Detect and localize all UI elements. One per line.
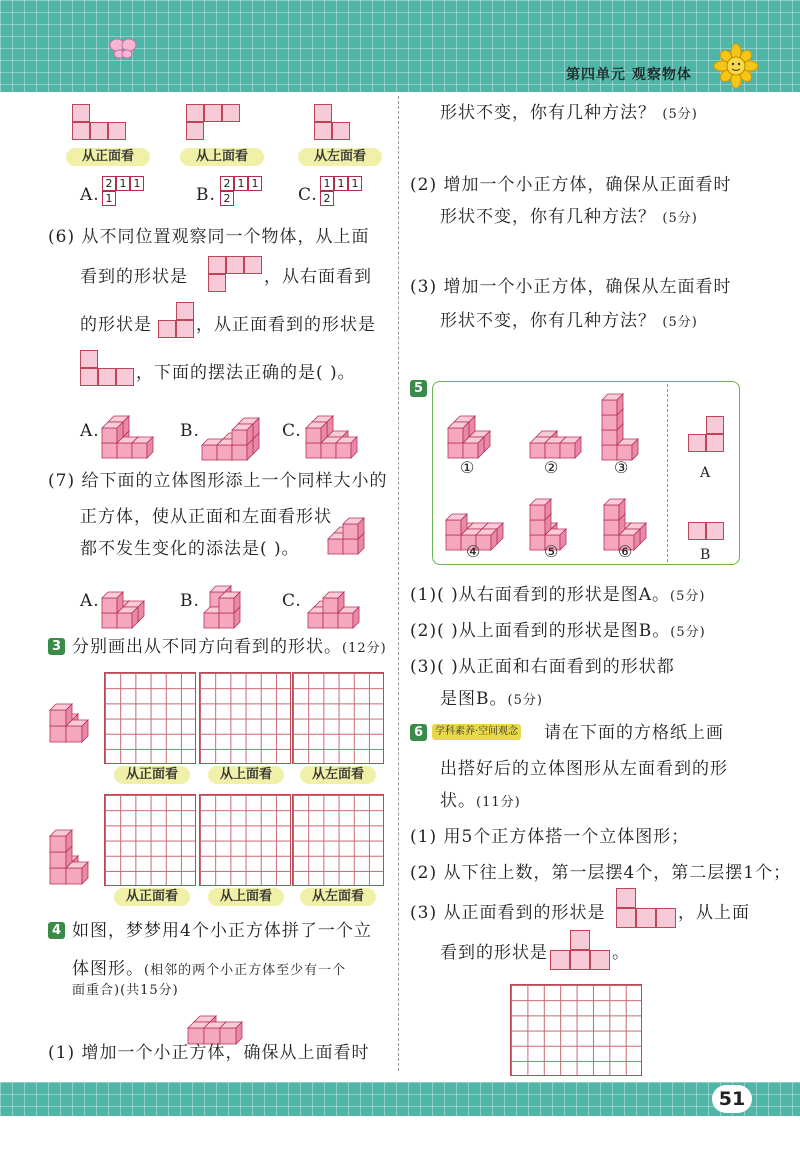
s6-answer-grid[interactable] [510,984,642,1076]
q6-option-a-cubes [100,402,180,458]
column-divider [398,96,399,1071]
s3-figure-2-cubes [48,800,108,880]
s4-q2-line1: (2) 增加一个小正方体，确保从正面看时 [410,175,732,195]
s4-line3: 面重合)(共15分) [72,983,179,998]
s6-tag: 学科素养·空间观念 [432,724,521,740]
q7-option-b-cubes [202,566,262,626]
unit-title: 第四单元 观察物体 [566,67,692,83]
cube [102,422,123,443]
s3-label-front-2: 从正面看 [114,888,190,906]
s5-figure-6-cubes [602,488,658,546]
cube [343,518,364,539]
s4-q2-line2: 形状不变，你有几种方法？ (5分) [440,207,698,227]
q6-option-b: B. [180,421,200,441]
s5-q2: (2)( )从上面看到的形状是图B。(5分) [410,621,706,641]
s6-c3a: (3) 从正面看到的形状是 [410,903,606,923]
s3-grid-1c[interactable] [292,672,384,764]
s5-label-5: ⑤ [544,542,559,561]
cube [530,499,551,520]
cube [560,437,581,458]
q6-option-c: C. [282,421,302,441]
cube [306,422,327,443]
s5-q1: (1)( )从右面看到的形状是图A。(5分) [410,585,706,605]
cube [219,592,240,613]
s5-label-2: ② [544,458,559,477]
s3-label-left-1: 从左面看 [300,766,376,784]
option-c-letter: C. [298,185,318,205]
cube [220,1022,242,1044]
q6-line2b: ，从右面看到 [264,267,372,287]
s5-q3b: 是图B。(5分) [440,689,543,709]
q6-option-a: A. [80,421,100,441]
s4-figure-cubes [186,1000,250,1040]
s5-label-4: ④ [466,542,481,561]
s5-figure-2-cubes [528,412,584,454]
cube [232,424,253,445]
q7-option-c-cubes [306,566,370,626]
s5-figure-4-cubes [444,488,516,546]
q6-line2a: 看到的形状是 [80,267,188,287]
cube [446,514,467,535]
s6-c1: (1) 用5个正方体搭一个立体图形； [410,827,690,847]
q7-line3: 都不发生变化的添法是( )。 [80,539,300,559]
sunflower-icon [714,44,758,88]
footer-banner [0,1082,800,1116]
q7-option-b: B. [180,591,200,611]
s5-label-6: ⑥ [618,542,633,561]
cube [336,437,357,458]
option-b-letter: B. [196,185,216,205]
s5-label-1: ① [460,458,475,477]
view-label-top: 从上面看 [180,148,264,166]
s5-q3: (3)( )从正面和右面看到的形状都 [410,657,675,677]
s4-line2: 体图形。(相邻的两个小正方体至少有一个 [72,959,347,979]
s3-label-front-1: 从正面看 [114,766,190,784]
cube [50,704,72,726]
s3-grid-1b[interactable] [199,672,291,764]
s5-figure-1-cubes [446,396,502,454]
cube [604,499,625,520]
cube [50,830,72,852]
q7-figure-cubes [326,496,386,552]
q7-option-a: A. [80,591,100,611]
view-label-front: 从正面看 [66,148,150,166]
s4-q1: (1) 增加一个小正方体，确保从上面看时 [48,1043,370,1063]
s3-grid-1a[interactable] [104,672,196,764]
cube [66,720,88,742]
s6-c2: (2) 从下往上数，第一层摆4个，第二层摆1个； [410,863,792,883]
q6-line3a: 的形状是 [80,315,152,335]
butterfly-icon [108,36,138,62]
section-6-badge: 6 [410,724,427,741]
s4-q3-line2: 形状不变，你有几种方法？ (5分) [440,311,698,331]
s6-line3: 状。(11分) [440,791,521,811]
q7-option-a-cubes [100,566,160,626]
s5-view-b-label: B [700,547,712,563]
s3-grid-2b[interactable] [199,794,291,886]
cube [448,422,469,443]
q6-line4: ，下面的摆法正确的是( )。 [136,363,356,383]
s5-frame-divider [667,384,668,562]
q7-line2: 正方体，使从正面和左面看形状 [80,507,332,527]
s3-label-top-2: 从上面看 [208,888,284,906]
s3-label-left-2: 从左面看 [300,888,376,906]
view-label-left: 从左面看 [298,148,382,166]
s4-q1-cont: 形状不变，你有几种方法？ (5分) [440,103,698,123]
cube [323,592,344,613]
q6-option-c-cubes [304,402,384,458]
s5-label-3: ③ [614,458,629,477]
cube [102,592,123,613]
cube [132,437,153,458]
s6-c3b: ，从上面 [678,903,750,923]
option-a-letter: A. [80,185,100,205]
q6-line3b: ，从正面看到的形状是 [196,315,376,335]
q7-line1: (7) 给下面的立体图形添上一个同样大小的 [48,471,388,491]
s6-line1: 请在下面的方格纸上画 [544,723,724,743]
s6-c4b: 。 [612,943,630,963]
s3-grid-2c[interactable] [292,794,384,886]
page-number: 51 [712,1085,752,1113]
s3-figure-1-cubes [48,688,108,738]
section-5-badge: 5 [410,380,427,397]
s3-label-top-1: 从上面看 [208,766,284,784]
q6-line1: (6) 从不同位置观察同一个物体，从上面 [48,227,370,247]
s4-q3-line1: (3) 增加一个小正方体，确保从左面看时 [410,277,732,297]
section-3-badge: 3 [48,638,65,655]
section-3-title: 分别画出从不同方向看到的形状。(12分) [72,637,387,657]
cube [602,394,623,415]
s5-figure-3-cubes [600,384,656,456]
s6-line2: 出搭好后的立体图形从左面看到的形 [440,759,728,779]
q7-option-c: C. [282,591,302,611]
s3-grid-2a[interactable] [104,794,196,886]
s6-c4a: 看到的形状是 [440,943,548,963]
s4-line1: 如图，梦梦用4个小正方体拼了一个立 [72,921,372,941]
q6-option-b-cubes [200,398,280,458]
section-4-badge: 4 [48,922,65,939]
cube [66,862,88,884]
s5-figure-5-cubes [528,484,584,546]
s5-view-a-label: A [700,465,712,481]
